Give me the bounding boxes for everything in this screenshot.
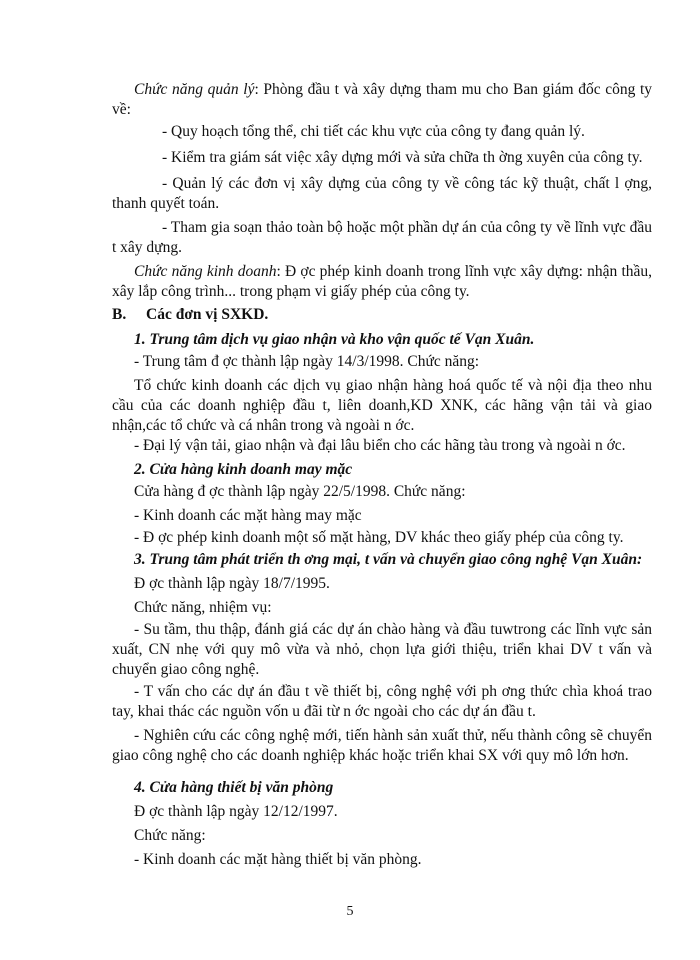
unit-2-function-2: - Đ ợc phép kinh doanh một số mặt hàng, DV khác theo giấy phép của công ty. <box>134 529 624 546</box>
unit-2-function-1: - Kinh doanh các mặt hàng may mặc <box>134 507 362 524</box>
management-function-paragraph <box>112 80 652 120</box>
unit-4-founding: Đ ợc thành lập ngày 12/12/1997. <box>134 803 338 820</box>
page-number: 5 <box>346 904 354 919</box>
section-letter: B. <box>112 306 127 323</box>
unit-2-heading: 2. Cửa hàng kinh doanh may mặc <box>134 461 353 478</box>
unit-3-duties-label: Chức năng, nhiệm vụ: <box>134 599 272 616</box>
business-function-text: : Đ ợc phép kinh doanh trong lĩnh vực xây dựng: nhận thầu, xây lắp công trình... trong phạm vi giấy phép của công ty. <box>112 263 653 300</box>
management-function-label: Chức năng quản lý <box>134 81 255 98</box>
business-function-paragraph <box>112 262 652 302</box>
business-function-label: Chức năng kinh doanh <box>134 263 277 280</box>
unit-3-duty-1: - Su tầm, thu thập, đánh giá các dự án chào hàng và đầu tuwtrong các lĩnh vực sản xuất, CN nhẹ với quy mô vừa và nhỏ, chọn lựa giới thiệu, triển khai DV t vấn và chuyển giao công nghệ. <box>112 621 652 678</box>
unit-1-heading: 1. Trung tâm dịch vụ giao nhận và kho vận quốc tế Vạn Xuân. <box>134 331 535 348</box>
unit-3-duty-2: - T vấn cho các dự án đầu t về thiết bị, công nghệ với ph ơng thức chìa khoá trao tay, khai thác các nguồn vốn u đãi từ n ớc ngoài cho các dự án đầu t. <box>112 683 652 720</box>
unit-4-heading: 4. Cửa hàng thiết bị văn phòng <box>134 779 334 796</box>
management-function-text: : Phòng đầu t và xây dựng tham mu cho Ban giám đốc công ty về: <box>112 81 653 118</box>
unit-1-description: Tổ chức kinh doanh các dịch vụ giao nhận hàng hoá quốc tế và nội địa theo nhu cầu của các doanh nghiệp đầu t, liên doanh,KD XNK, các hãng vận tải và giao nhận,các tổ chức và cá nhân trong và ngoài n ớc. <box>112 377 652 434</box>
unit-3-founding: Đ ợc thành lập ngày 18/7/1995. <box>134 575 330 592</box>
list-item: - Tham gia soạn thảo toàn bộ hoặc một phần dự án của công ty về lĩnh vực đầu t xây dựng. <box>112 219 652 256</box>
unit-4-function-1: - Kinh doanh các mặt hàng thiết bị văn phòng. <box>134 851 422 868</box>
section-title: Các đơn vị SXKD. <box>146 306 269 323</box>
list-item: - Quy hoạch tổng thể, chi tiết các khu vực của công ty đang quản lý. <box>162 123 585 140</box>
unit-3-duty-3: - Nghiên cứu các công nghệ mới, tiến hành sản xuất thử, nếu thành công sẽ chuyển giao công nghệ cho các doanh nghiệp khác hoặc triển khai SX với quy mô lớn hơn. <box>112 727 652 764</box>
list-item: - Quản lý các đơn vị xây dựng của công ty về công tác kỹ thuật, chất l ợng, thanh quyết toán. <box>112 175 652 212</box>
list-item: - Kiểm tra giám sát việc xây dựng mới và sửa chữa th ờng xuyên của công ty. <box>162 149 643 166</box>
unit-1-agency: - Đại lý vận tải, giao nhận và đại lâu biển cho các hãng tàu trong và ngoài n ớc. <box>134 437 626 454</box>
unit-1-founding: - Trung tâm đ ợc thành lập ngày 14/3/1998. Chức năng: <box>134 353 480 370</box>
unit-3-heading: 3. Trung tâm phát triển th ơng mại, t vấn và chuyển giao công nghệ Vạn Xuân: <box>134 551 643 568</box>
unit-4-function-label: Chức năng: <box>134 827 206 844</box>
section-b-heading <box>112 306 268 324</box>
unit-2-founding: Cửa hàng đ ợc thành lập ngày 22/5/1998. Chức năng: <box>134 483 466 500</box>
